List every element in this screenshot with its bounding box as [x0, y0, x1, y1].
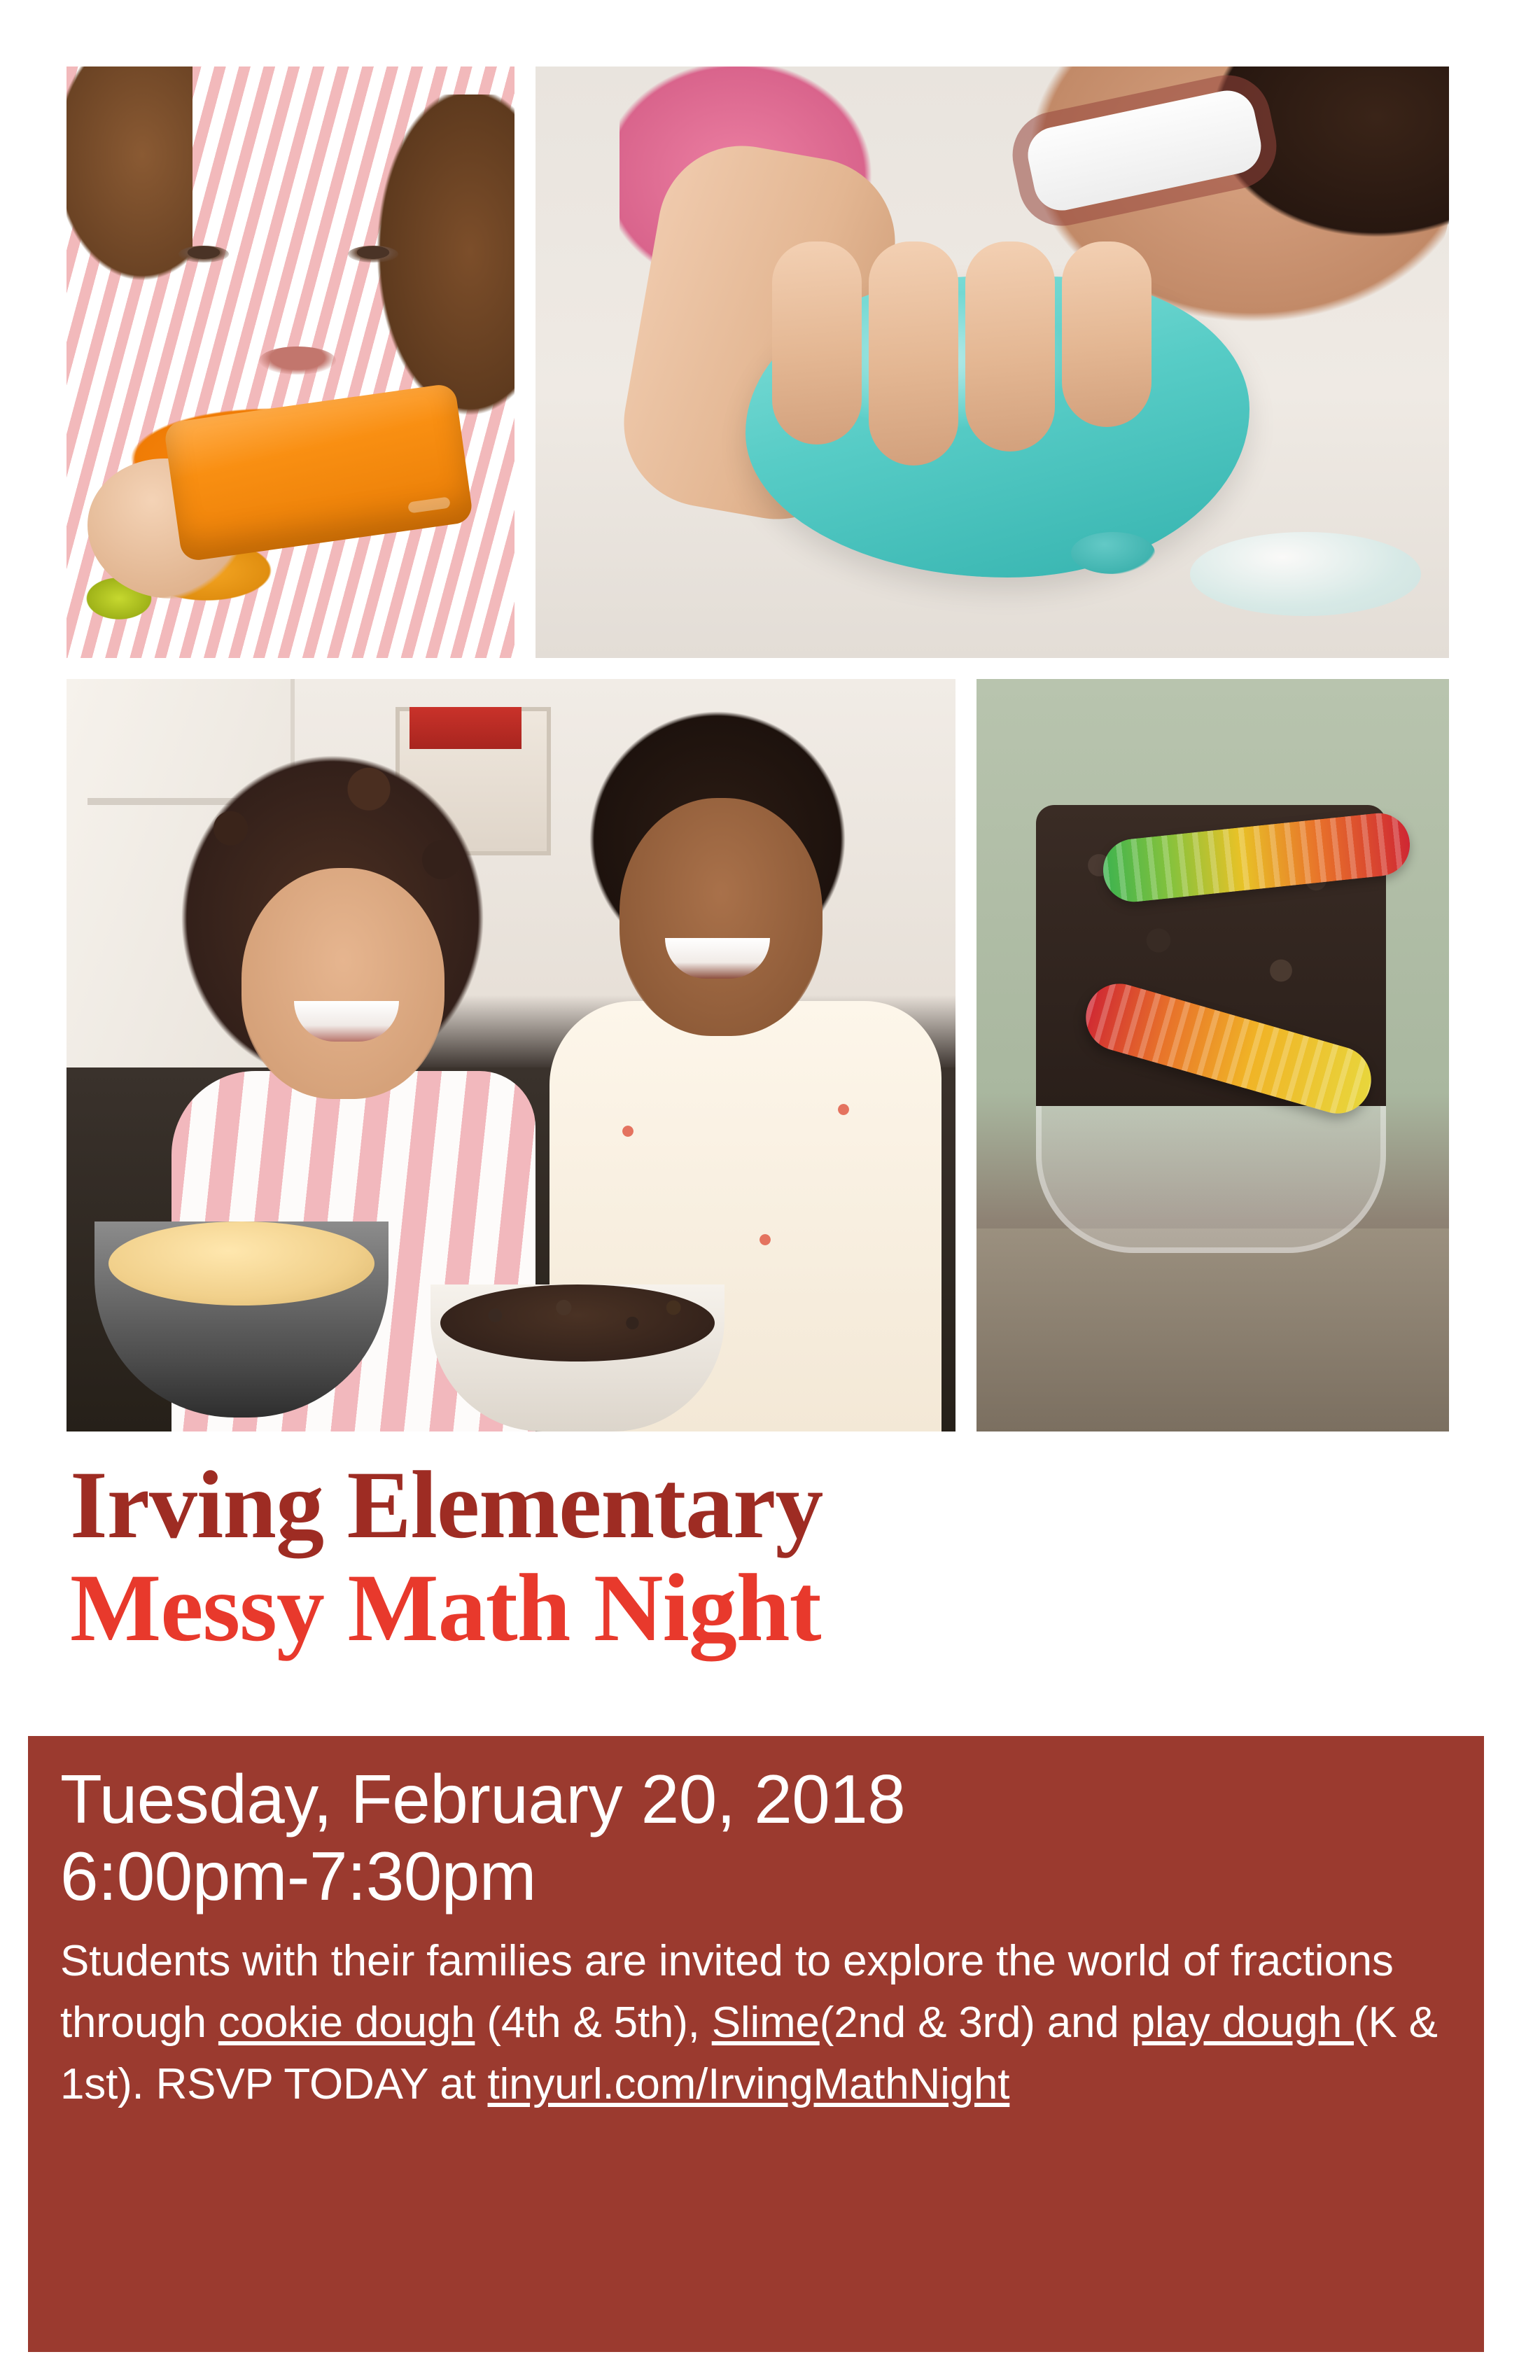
slime-bit	[1071, 532, 1155, 574]
event-description	[60, 1931, 1452, 2115]
slime-puddle	[1190, 532, 1421, 616]
photo-two-girls-baking	[66, 679, 955, 1432]
photo-4-art	[976, 679, 1449, 1432]
link-cookie-dough[interactable]: cookie dough	[218, 1998, 475, 2047]
event-time: 6:00pm-7:30pm	[60, 1837, 536, 1914]
photo-collage	[66, 66, 1449, 1432]
play-dough-tool	[163, 383, 474, 563]
description-part-4: (K & 1st). RSVP TODAY at	[60, 1998, 1438, 2108]
event-details-band	[28, 1736, 1484, 2352]
title-line-1: Irving Elementary	[70, 1451, 823, 1558]
face	[620, 798, 822, 1036]
link-play-dough[interactable]: play dough	[1130, 1998, 1354, 2047]
photo-hand-squeezing-slime	[536, 66, 1449, 658]
photo-girl-with-play-dough	[66, 66, 514, 658]
eyes	[172, 227, 402, 284]
event-date: Tuesday, February 20, 2018	[60, 1760, 906, 1837]
rsvp-link[interactable]: tinyurl.com/IrvingMathNight	[487, 2059, 1010, 2108]
link-slime[interactable]: Slime	[711, 1998, 820, 2047]
page-title	[70, 1451, 1470, 1661]
photo-2-art	[536, 66, 1449, 658]
photo-1-art	[66, 66, 514, 658]
hair-left	[66, 66, 192, 360]
title-line-2: Messy Math Night	[70, 1553, 821, 1661]
table-surface	[976, 1228, 1449, 1432]
photo-3-art	[66, 679, 955, 1432]
face	[241, 868, 444, 1099]
photo-dirt-cup-gummy-worms	[976, 679, 1449, 1432]
fingers	[766, 241, 1214, 472]
description-part-1: Students with their families are invited to explore the world of fractions through	[60, 1936, 1394, 2047]
mouth	[259, 346, 336, 374]
description-part-2: (4th & 5th),	[475, 1998, 712, 2047]
description-part-3: (2nd & 3rd) and	[819, 1998, 1131, 2047]
